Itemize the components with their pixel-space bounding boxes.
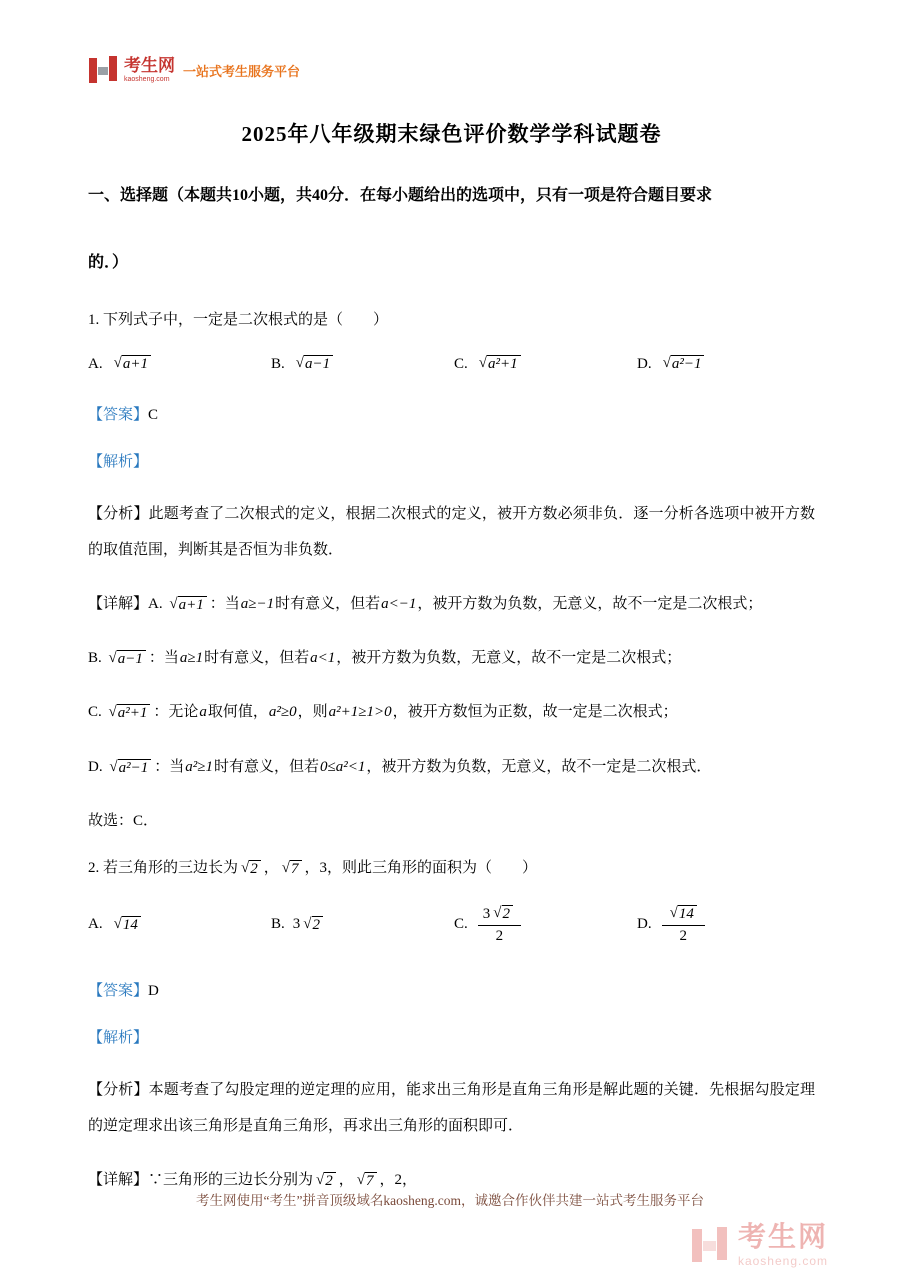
option-label: A. xyxy=(88,916,103,933)
q1-analysis: 【分析】此题考查了二次根式的定义，根据二次根式的定义，被开方数必须非负．逐一分析各选项中被开方数的取值范围，判断其是否恒为非负数． xyxy=(88,506,815,558)
sqrt-expression: √ 2 xyxy=(316,1172,336,1190)
answer-value: C xyxy=(148,407,159,424)
watermark-text-block xyxy=(738,1223,828,1267)
answer-label: 【答案】 xyxy=(88,407,149,424)
document-title: 2025年八年级期末绿色评价数学学科试题卷 xyxy=(241,122,662,146)
logo-text-block xyxy=(124,57,175,83)
q1-jiexi-line xyxy=(88,450,815,471)
q1-stem: 1. 下列式子中，一定是二次根式的是（ ） xyxy=(88,312,389,328)
sqrt-expression: √ a−1 xyxy=(296,355,333,373)
sqrt-expression: √ 14 xyxy=(114,916,141,934)
q2-option-c xyxy=(454,904,637,945)
q1-option-a xyxy=(88,355,271,373)
kaosheng-logo-icon xyxy=(88,54,120,86)
sqrt-expression: √ 2 xyxy=(303,916,323,934)
q1-option-b xyxy=(271,355,454,373)
math-inline: a<−1 xyxy=(381,595,417,612)
q1-detail-c: C. √ a²+1 ：无论a取何值，a²≥0，则a²+1≥1>0，被开方数恒为正数，故一定是二次根式； xyxy=(88,704,678,722)
q1-detail-a: 【详解】A. √ a+1 ：当a≥−1时有意义，但若a<−1，被开方数为负数，无意义，故不一定是二次根式； xyxy=(88,595,763,613)
q1-detail-d: D. √ a²−1 ：当a²≥1时有意义，但若0≤a²<1，被开方数为负数，无意义，故不一定是二次根式． xyxy=(88,758,712,776)
sqrt-expression: √ a²+1 xyxy=(479,355,521,373)
q2-option-b xyxy=(271,916,454,934)
sqrt-expression: √ a+1 xyxy=(169,596,206,614)
sqrt-expression: √ 2 xyxy=(241,860,261,878)
q1-option-d xyxy=(637,355,707,373)
q2-analysis: 【分析】本题考查了勾股定理的逆定理的应用，能求出三角形是直角三角形是解此题的关键．先根据勾股定理的逆定理求出该三角形是直角三角形，再求出三角形的面积即可． xyxy=(88,1082,815,1134)
option-label: D. xyxy=(637,916,652,933)
coefficient: 3 xyxy=(292,916,301,933)
section-heading-line2: 的．） xyxy=(88,254,129,271)
q2-option-a xyxy=(88,916,271,934)
watermark xyxy=(690,1223,828,1267)
q2-option-d xyxy=(637,904,707,945)
brand-tagline: 一站式考生服务平台 xyxy=(183,63,301,79)
site-brand xyxy=(88,48,815,92)
watermark-name: 考生网 xyxy=(737,1221,828,1252)
math-inline: a²≥0 xyxy=(268,704,297,721)
option-label: C. xyxy=(454,916,468,933)
math-inline: a xyxy=(199,704,207,721)
q1-conclusion: 故选：C． xyxy=(88,812,159,829)
logo-domain: kaosheng.com xyxy=(124,76,170,83)
math-inline: a≥−1 xyxy=(240,595,275,612)
answer-value: D xyxy=(148,983,159,1000)
sqrt-expression: √ a²+1 xyxy=(109,704,151,722)
q2-stem: 2. 若三角形的三边长为 √ 2 ， √ 7 ，3，则此三角形的面积为（ ） xyxy=(88,859,538,877)
sqrt-expression: √ a²−1 xyxy=(663,355,705,373)
q2-options-row xyxy=(88,904,815,945)
q1-options-row xyxy=(88,355,815,373)
math-inline: a²≥1 xyxy=(185,758,213,775)
math-inline: a≥1 xyxy=(179,650,204,666)
option-label: D. xyxy=(637,355,652,372)
q2-answer-line xyxy=(88,979,815,1000)
jiexi-label: 【解析】 xyxy=(88,1030,149,1047)
q2-detail: 【详解】∵三角形的三边长分别为 √ 2 ， √ 7 ，2， xyxy=(88,1171,418,1189)
sqrt-expression: √ a−1 xyxy=(109,650,146,668)
option-label: B. xyxy=(271,916,285,933)
sqrt-expression: √ 7 xyxy=(282,860,302,878)
q1-detail-b: B. √ a−1 ：当a≥1时有意义，但若a<1，被开方数为负数，无意义，故不一定是二次根式； xyxy=(88,650,682,667)
footer-note: 考生网使用“考生”拼音顶级域名kaosheng.com，诚邀合作伙伴共建一站式考生服务平台 xyxy=(195,1193,705,1208)
sqrt-expression: √ a+1 xyxy=(114,355,151,373)
section-heading-line1: 一、选择题（本题共10小题，共40分．在每小题给出的选项中，只有一项是符合题目要求 xyxy=(88,187,713,204)
option-label: B. xyxy=(271,355,285,372)
q2-jiexi-line xyxy=(88,1026,815,1047)
math-inline: a<1 xyxy=(310,650,336,666)
jiexi-label: 【解析】 xyxy=(88,454,149,471)
logo-name: 考生网 xyxy=(124,56,175,75)
answer-label: 【答案】 xyxy=(88,983,149,1000)
kaosheng-watermark-icon xyxy=(690,1224,732,1266)
fraction-expression: 3 √ 2 2 xyxy=(478,904,521,945)
fraction-expression: √ 14 2 xyxy=(662,904,705,945)
q1-option-c xyxy=(454,355,637,373)
math-inline: 0≤a²<1 xyxy=(319,758,366,775)
sqrt-expression: √ a²−1 xyxy=(109,759,151,777)
watermark-domain: kaosheng.com xyxy=(737,1254,828,1268)
math-inline: a²+1≥1>0 xyxy=(328,704,392,721)
q1-answer-line xyxy=(88,403,815,424)
option-label: A. xyxy=(88,355,103,372)
sqrt-expression: √ 7 xyxy=(357,1172,377,1190)
option-label: C. xyxy=(454,355,468,372)
